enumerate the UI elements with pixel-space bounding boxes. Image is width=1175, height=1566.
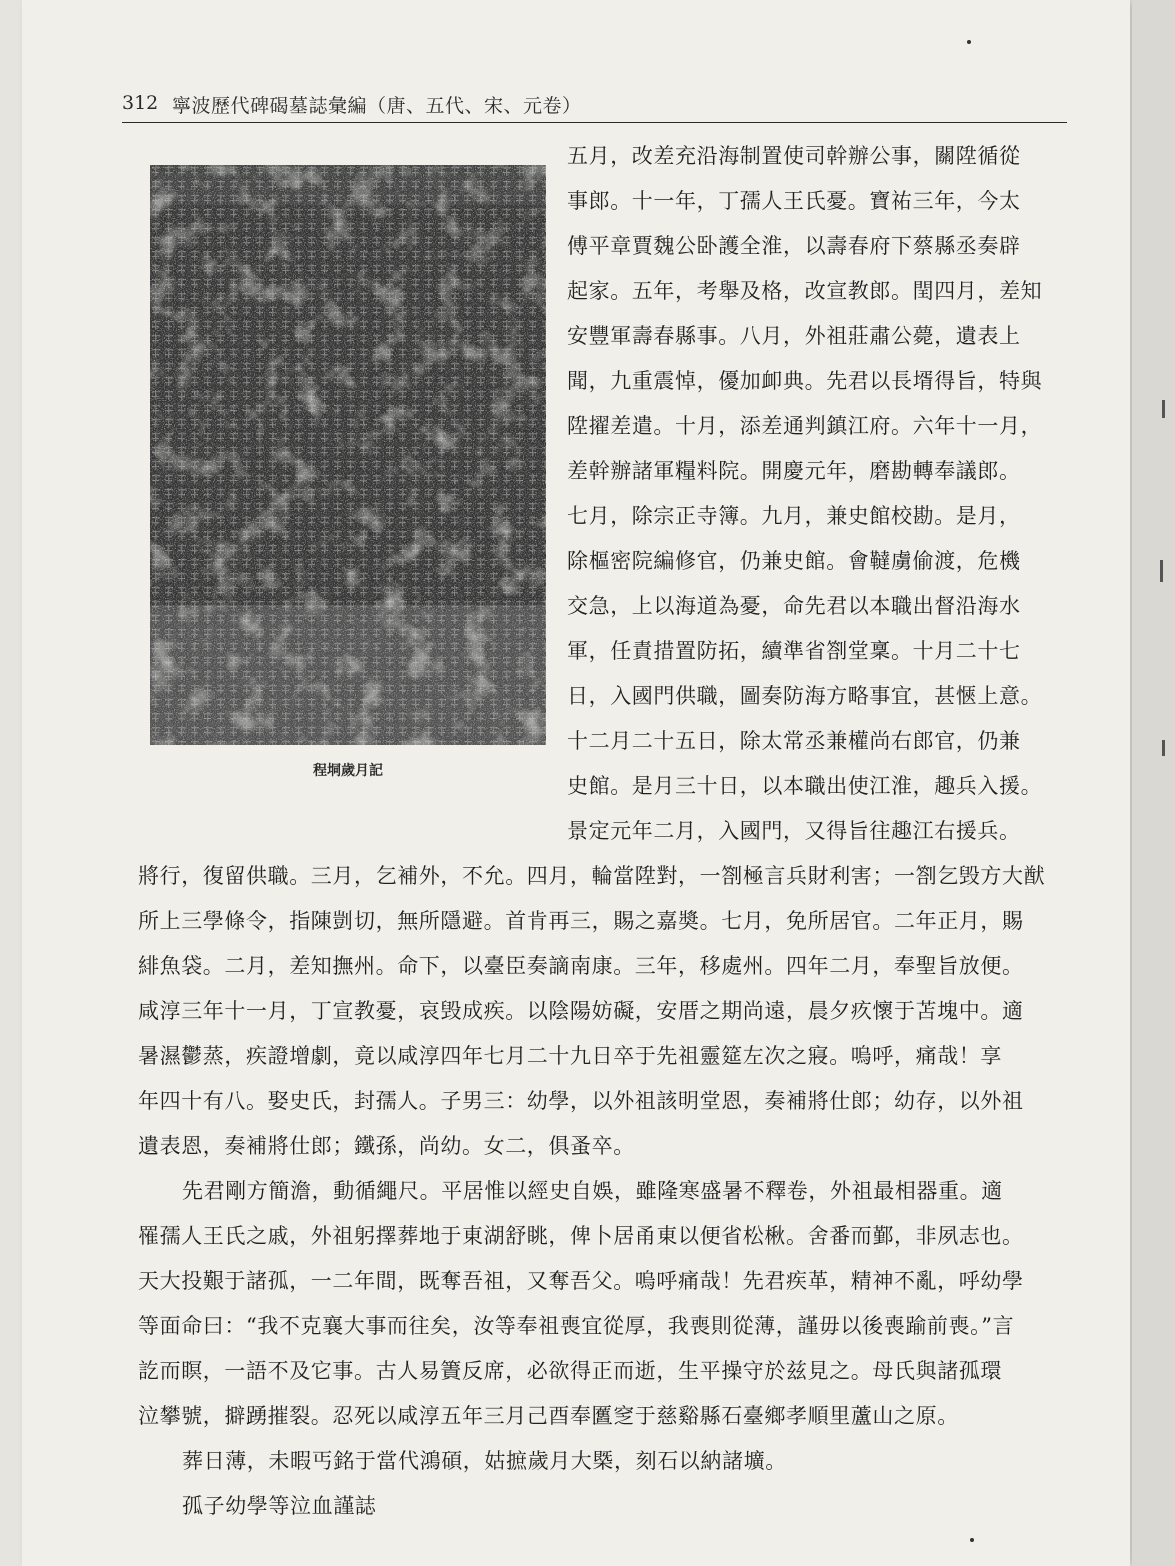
figure-caption: 程垌歲月記 [313, 763, 383, 779]
running-header [122, 86, 1067, 123]
body-line: 先君剛方簡澹，動循繩尺。平居惟以經史自娛，雖隆寒盛暑不釋卷，外祖最相器重。適 [182, 1179, 1003, 1203]
column-line: 景定元年二月，入國門，又得旨往趣江右援兵。 [567, 819, 1021, 843]
column-line: 除樞密院編修官，仍兼史館。會韃虜偷渡，危機 [567, 549, 1021, 573]
edge-mark [1162, 740, 1165, 756]
column-line: 事郎。十一年，丁孺人王氏憂。寶祐三年，今太 [567, 189, 1021, 213]
adjacent-page-edge [1132, 0, 1175, 1566]
signature-line: 孤子幼學等泣血謹誌 [182, 1494, 377, 1518]
rubbing-image [150, 165, 546, 745]
body-line: 暑濕鬱蒸，疾證增劇，竟以咸淳四年七月二十九日卒于先祖靈筵左次之寢。嗚呼，痛哉！享 [138, 1044, 1002, 1068]
edge-mark [1162, 400, 1165, 418]
page-number: 312 [122, 92, 159, 114]
body-line: 天大投艱于諸孤，一二年間，既奪吾祖，又奪吾父。嗚呼痛哉！先君疾革，精神不亂，呼幼學 [138, 1269, 1024, 1293]
column-line: 十二月二十五日，除太常丞兼權尚右郎官，仍兼 [567, 729, 1021, 753]
column-line: 傅平章賈魏公卧護全淮，以壽春府下蔡縣丞奏辟 [567, 234, 1021, 258]
body-line: 年四十有八。娶史氏，封孺人。子男三：幼學，以外祖該明堂恩，奏補將仕郎；幼存，以外祖 [138, 1089, 1024, 1113]
body-line: 咸淳三年十一月，丁宣教憂，哀毁成疾。以陰陽妨礙，安厝之期尚遠，晨夕疚懷于苫塊中。適 [138, 999, 1024, 1023]
column-line: 史館。是月三十日，以本職出使江淮，趣兵入援。 [567, 774, 1043, 798]
body-line: 將行，復留供職。三月，乞補外，不允。四月，輪當陞對，一劄極言兵財利害；一劄乞毁方大猷 [138, 864, 1046, 888]
column-line: 起家。五年，考舉及格，改宣教郎。閏四月，差知 [567, 279, 1043, 303]
column-line: 聞，九重震悼，優加卹典。先君以長壻得旨，特與 [567, 369, 1043, 393]
column-line: 交急，上以海道為憂，命先君以本職出督沿海水 [567, 594, 1021, 618]
body-line: 泣攀號，擗踴摧裂。忍死以咸淳五年三月己酉奉匶窆于慈谿縣石臺鄉孝順里蘆山之原。 [138, 1404, 959, 1428]
edge-mark [1160, 560, 1163, 582]
body-line: 等面命曰：“我不克襄大事而往矣，汝等奉祖喪宜從厚，我喪則從薄，謹毋以後喪踰前喪。”言 [138, 1314, 1015, 1338]
body-line: 遺表恩，奏補將仕郎；鐵孫，尚幼。女二，俱蚤卒。 [138, 1134, 635, 1158]
column-line: 差幹辦諸軍糧料院。開慶元年，磨勘轉奉議郎。 [567, 459, 1021, 483]
book-page [22, 0, 1130, 1566]
column-line: 七月，除宗正寺簿。九月，兼史館校勘。是月， [567, 504, 1021, 528]
column-line: 安豐軍壽春縣事。八月，外祖莊肅公薨，遺表上 [567, 324, 1021, 348]
column-line: 陞擢差遣。十月，添差通判鎮江府。六年十一月， [567, 414, 1043, 438]
body-line: 緋魚袋。二月，差知撫州。命下，以臺臣奏謫南康。三年，移處州。四年二月，奉聖旨放便。 [138, 954, 1024, 978]
body-line: 訖而瞑，一語不及它事。古人易簀反席，必欲得正而逝，生平操守於兹見之。母氏與諸孤環 [138, 1359, 1002, 1383]
body-line: 葬日薄，未暇丐銘于當代鴻碩，姑摭歲月大槩，刻石以納諸壙。 [182, 1449, 787, 1473]
book-title: 寧波歷代碑碣墓誌彙編（唐、五代、宋、元卷） [172, 95, 582, 117]
print-speck [967, 40, 971, 44]
column-line: 五月，改差充沿海制置使司幹辦公事，關陞循從 [567, 144, 1021, 168]
column-line: 日，入國門供職，圖奏防海方略事宜，甚愜上意。 [567, 684, 1043, 708]
body-line: 罹孺人王氏之戚，外祖躬擇葬地于東湖舒眺，俾卜居甬東以便省松楸。舍番而鄞，非夙志也。 [138, 1224, 1024, 1248]
body-line: 所上三學條令，指陳剴切，無所隱避。首肯再三，賜之嘉奬。七月，免所居官。二年正月，賜 [138, 909, 1024, 933]
print-speck [970, 1538, 974, 1542]
column-line: 軍，任責措置防拓，續準省劄堂稟。十月二十七 [567, 639, 1021, 663]
